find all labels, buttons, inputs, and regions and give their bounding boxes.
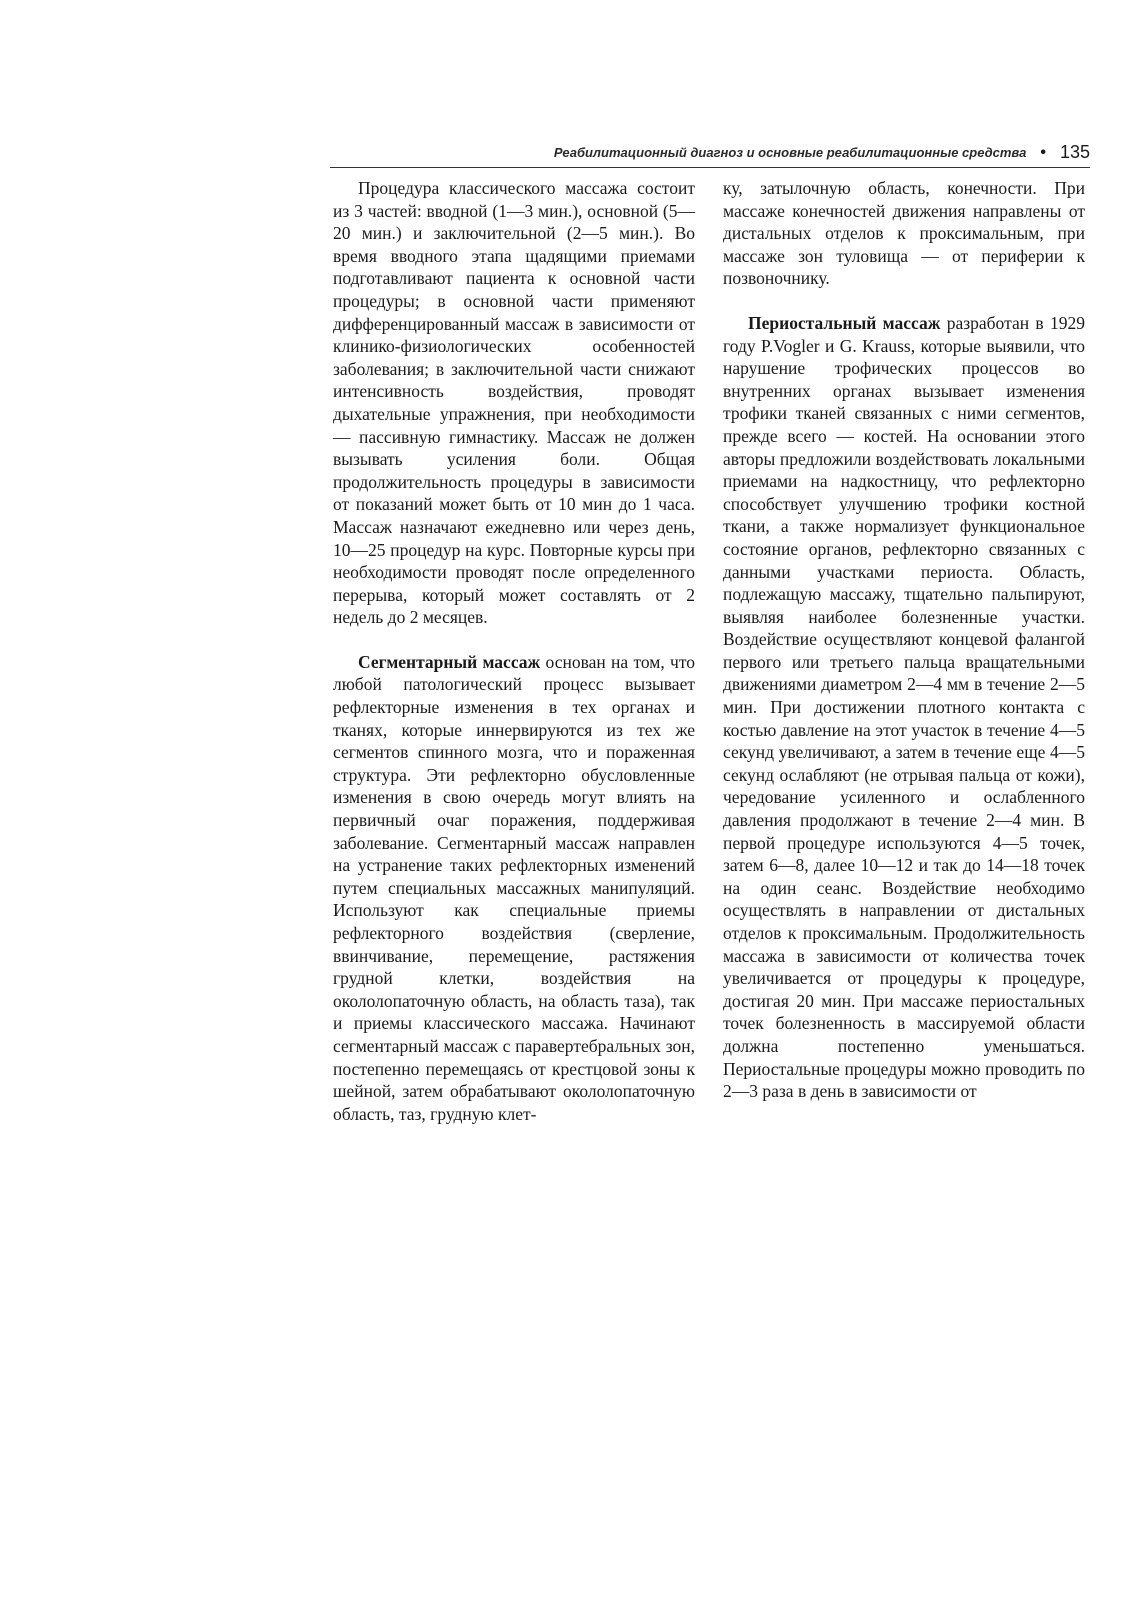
running-header bbox=[330, 138, 1090, 168]
left-column bbox=[333, 177, 695, 1125]
section-lead-segmental: Сегментарный массаж bbox=[358, 651, 541, 672]
periosteal-body: разработан в 1929 году P.Vogler и G. Krauss, которые выявили, что нарушение трофических процессов во внутренних органах вызывает изменения трофики тканей связанных с ними сегментов, прежде всего — костей. На основании этого авторы предложили воздействовать локальными приемами на надкостницу, что рефлекторно способствует улучшению трофики костной ткани, а также нормализует функциональное состояние органов, рефлекторно связанных с данными участками периоста. Область, подлежащую массажу, тщательно пальпируют, выявляя наиболее болезненные участки. Воздействие осуществляют концевой фалангой первого или третьего пальца вращательными движениями диаметром 2—4 мм в течение 2—5 мин. При достижении плотного контакта с костью давление на этот участок в течение 4—5 секунд увеличивают, а затем в течение еще 4—5 секунд ослабляют (не отрывая пальца от кожи), чередование усиленного и ослабленного давления продолжают в течение 2—4 мин. В первой процедуре используются 4—5 точек, затем 6—8, далее 10—12 и так до 14—18 точек на один сеанс. Воздействие необходимо осуществлять в направлении от дистальных отделов к проксимальным. Продолжительность массажа в зависимости от количества точек увеличивается от процедуры к процедуре, достигая 20 мин. При массаже периостальных точек болезненность в массируемой области должна постепенно уменьшаться. Периостальные процедуры можно проводить по 2—3 раза в день в зависимости от bbox=[723, 312, 1085, 1102]
paragraph-classical-massage: Процедура классического массажа состоит из 3 частей: вводной (1—3 мин.), основной (5—20 мин.) и заключительной (2—5 мин.). Во время вводного этапа щадящими приемами подготавливают пациента к основной части процедуры; в основной части применяют дифференцированный массаж в зависимости от клинико-физиологических особенностей заболевания; в заключительной части снижают интенсивность воздействия, проводят дыхательные упражнения, при необходимости — пассивную гимнастику. Массаж не должен вызывать усиления боли. Общая продолжительность процедуры в зависимости от показаний может быть от 10 мин до 1 часа. Массаж назначают ежедневно или через день, 10—25 процедур на курс. Повторные курсы при необходимости проводят после определенного перерыва, который может составлять от 2 недель до 2 месяцев. bbox=[333, 178, 695, 628]
paragraph-continuation: ку, затылочную область, конечности. При массаже конечностей движения направлены от дистальных отделов к проксимальным, при массаже зон туловища — от периферии к позвоночнику. bbox=[723, 178, 1085, 289]
page-number: 135 bbox=[1059, 142, 1090, 162]
running-title: Реабилитационный диагноз и основные реабилитационные средства bbox=[553, 145, 1027, 160]
right-column bbox=[723, 177, 1085, 1103]
segmental-body: основан на том, что любой патологический процесс вызывает рефлекторные изменения в тех органах и тканях, которые иннервируются из тех же сегментов спинного мозга, что и пораженная структура. Эти рефлекторно обусловленные изменения в свою очередь могут влиять на первичный очаг поражения, поддерживая заболевание. Сегментарный массаж направлен на устранение таких рефлекторных изменений путем специальных массажных манипуляций. Используют как специальные приемы рефлекторного воздействия (сверление, ввинчивание, перемещение, растяжения грудной клетки, воздействия на окололопаточную область, на область таза), так и приемы классического массажа. Начинают сегментарный массаж с паравертебральных зон, постепенно перемещаясь от крестцовой зоны к шейной, затем обрабатывают окололопаточную область, таз, грудную клет- bbox=[333, 651, 695, 1124]
section-lead-periosteal: Периостальный массаж bbox=[748, 312, 941, 333]
header-bullet: • bbox=[1040, 144, 1046, 161]
paragraph-segmental-massage bbox=[333, 651, 695, 1125]
paragraph-periosteal-massage bbox=[723, 312, 1085, 1103]
